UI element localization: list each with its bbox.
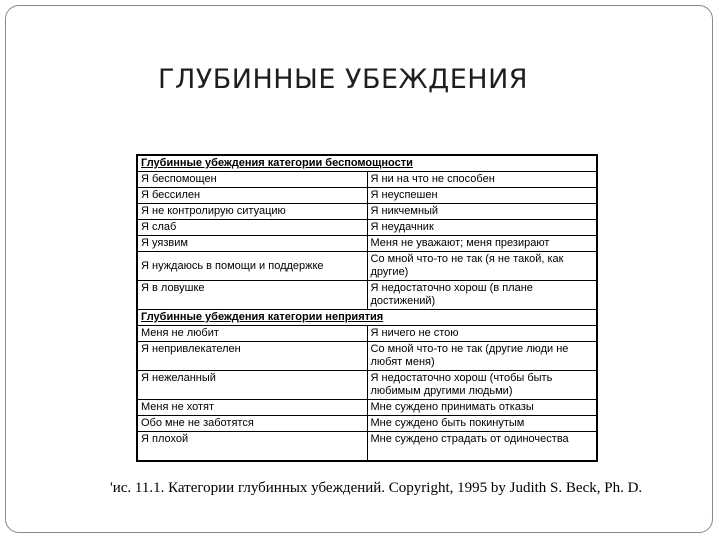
section-heading-row	[137, 310, 597, 326]
table-cell: Я не контролирую ситуацию	[137, 204, 367, 220]
table-cell: Меня не любит	[137, 326, 367, 342]
table-cell: Я в ловушке	[137, 281, 367, 310]
table-row	[137, 236, 597, 252]
section-heading-row	[137, 155, 597, 172]
table-cell: Я недостаточно хорош (в плане достижений)	[367, 281, 597, 310]
table-row	[137, 204, 597, 220]
table-row	[137, 172, 597, 188]
table-cell: Меня не уважают; меня презирают	[367, 236, 597, 252]
table-cell: Я ни на что не способен	[367, 172, 597, 188]
table-cell: Со мной что-то не так (я не такой, как другие)	[367, 252, 597, 281]
table-cell: Я плохой	[137, 432, 367, 462]
section-heading: Глубинные убеждения категории беспомощности	[137, 155, 597, 172]
table-cell: Я уязвим	[137, 236, 367, 252]
table-row	[137, 400, 597, 416]
table-cell: Я нуждаюсь в помощи и поддержке	[137, 252, 367, 281]
table-cell: Меня не хотят	[137, 400, 367, 416]
table-row	[137, 220, 597, 236]
table-cell: Мне суждено быть покинутым	[367, 416, 597, 432]
table-cell: Я непривлекателен	[137, 342, 367, 371]
table-row	[137, 432, 597, 462]
table-cell: Я неудачник	[367, 220, 597, 236]
table-cell: Обо мне не заботятся	[137, 416, 367, 432]
table-row	[137, 342, 597, 371]
figure-caption: 'ис. 11.1. Категории глубинных убеждений. Copyright, 1995 by Judith S. Beck, Ph. D.	[110, 480, 643, 496]
table-cell: Я никчемный	[367, 204, 597, 220]
table-cell: Я бессилен	[137, 188, 367, 204]
table-row	[137, 281, 597, 310]
table-cell: Я недостаточно хорош (чтобы быть любимым другими людьми)	[367, 371, 597, 400]
table-row	[137, 188, 597, 204]
table-cell: Мне суждено страдать от одиночества	[367, 432, 597, 462]
table-row	[137, 252, 597, 281]
table-cell: Я нежеланный	[137, 371, 367, 400]
core-beliefs-table	[136, 154, 598, 462]
table-cell: Я неуспешен	[367, 188, 597, 204]
table-row	[137, 326, 597, 342]
table-cell: Мне суждено принимать отказы	[367, 400, 597, 416]
table-cell: Я слаб	[137, 220, 367, 236]
table-row	[137, 371, 597, 400]
slide-title: ГЛУБИННЫЕ УБЕЖДЕНИЯ	[158, 64, 529, 95]
table-row	[137, 416, 597, 432]
table-cell: Со мной что-то не так (другие люди не любят меня)	[367, 342, 597, 371]
table-cell: Я ничего не стою	[367, 326, 597, 342]
section-heading: Глубинные убеждения категории неприятия	[137, 310, 597, 326]
table-cell: Я беспомощен	[137, 172, 367, 188]
